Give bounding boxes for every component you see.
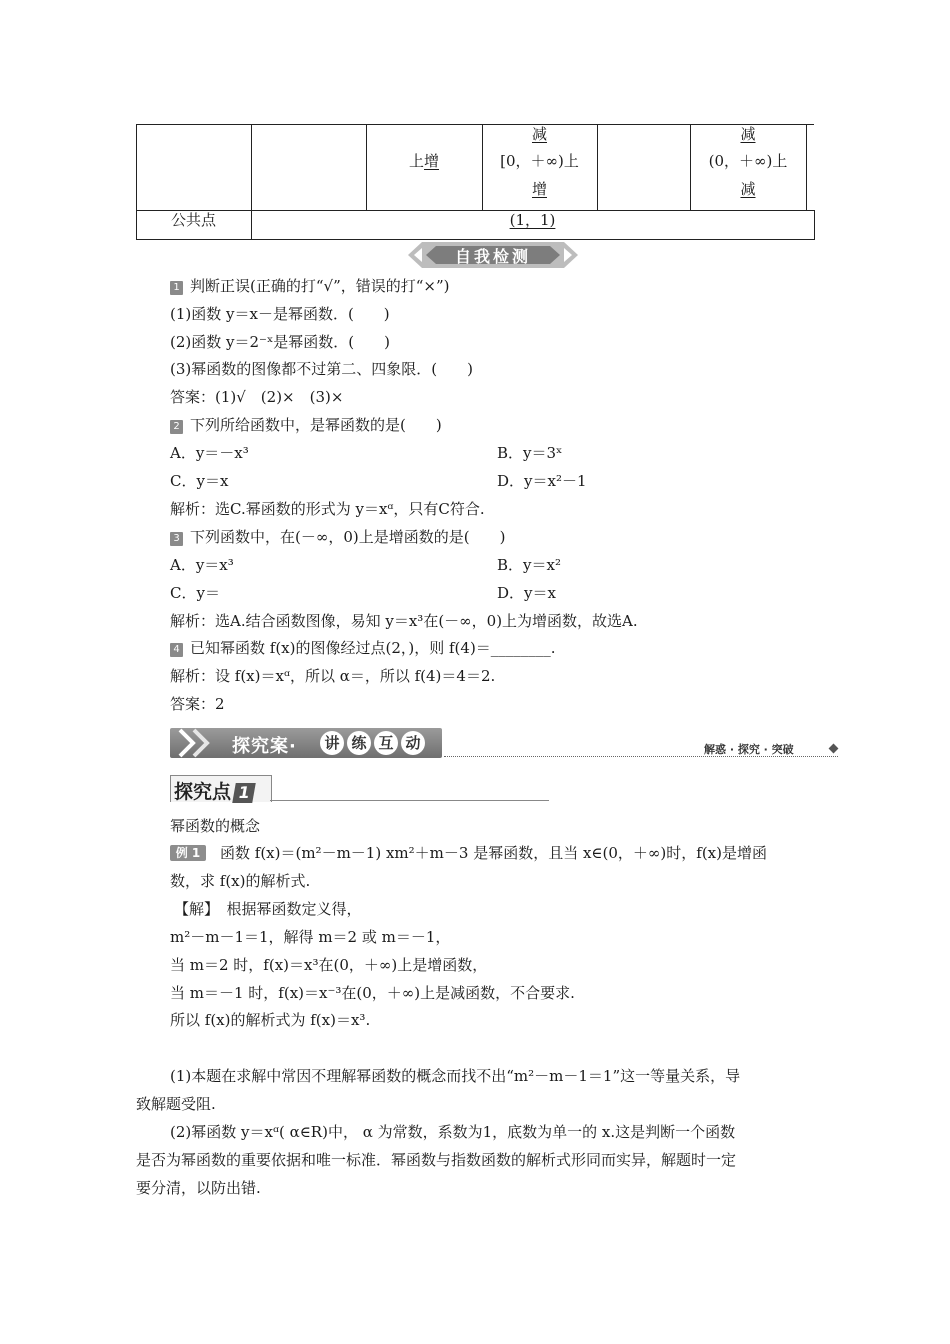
explore-title: 探究案·	[232, 736, 297, 757]
cell-col6-mid: (0，＋∞)上	[708, 152, 788, 170]
q2-number-badge: 2	[170, 420, 183, 434]
solution-head: 【解】 根据幂函数定义得，	[174, 900, 362, 918]
cell-col4-top: 减	[531, 125, 547, 143]
q3-option-b: B．y＝x²	[497, 556, 561, 574]
diamond-icon	[829, 744, 839, 754]
explore-point-title: 探究点 1	[174, 777, 254, 804]
q1-stem: 1 判断正误(正确的打“√”，错误的打“×”)	[170, 276, 450, 296]
note2-line-3: 要分清，以防出错.	[136, 1179, 261, 1197]
q2-stem: 2 下列所给函数中，是幂函数的是( )	[170, 415, 442, 435]
q3-option-c: C．y＝	[170, 584, 220, 602]
common-point-label: 公共点	[170, 211, 216, 229]
pill-char: 讲	[320, 731, 344, 755]
note1-line-2: 致解题受阻.	[136, 1095, 216, 1113]
solution-line-1: m²－m－1＝1，解得 m＝2 或 m＝－1，	[170, 928, 451, 946]
pill-char: 互	[374, 731, 398, 755]
cell-col4-mid: [0，＋∞)上	[500, 152, 579, 170]
q3-option-a: A．y＝x³	[170, 556, 234, 574]
solution-line-3: 当 m＝－1 时，f(x)＝x⁻³在(0，＋∞)上是减函数，不合要求.	[170, 984, 575, 1002]
cell-col6-top: 减	[740, 125, 756, 143]
q2-option-b: B．y＝3ˣ	[497, 444, 563, 462]
table-vline	[814, 210, 815, 240]
q3-number-badge: 3	[170, 532, 183, 546]
example-line-1: 例 1 函数 f(x)＝(m²－m－1) xm²＋m－3 是幂函数，且当 x∈(0，＋∞)时，f(x)是增函	[170, 843, 767, 863]
q4-analysis: 解析：设 f(x)＝xᵅ，所以 α＝，所以 f(4)＝4＝2.	[170, 667, 496, 685]
q1-item-3: (3)幂函数的图像都不过第二、四象限．( )	[170, 360, 473, 378]
note2-line-1: (2)幂函数 y＝xᵅ( α∈R)中， α 为常数，系数为1，底数为单一的 x.这是判断一个函数	[170, 1123, 736, 1141]
topic-title: 幂函数的概念	[170, 817, 261, 835]
self-test-title: 自我检测	[454, 247, 531, 266]
table-vline	[597, 124, 598, 210]
explore-point-number: 1	[232, 783, 256, 803]
q2-option-d: D．y＝x²－1	[497, 472, 587, 490]
q3-stem: 3 下列函数中，在(－∞，0)上是增函数的是( )	[170, 527, 505, 547]
cell-col4-bot: 增	[531, 180, 547, 198]
pill-char: 动	[401, 731, 425, 755]
q1-item-2: (2)函数 y＝2⁻ˣ是幂函数．( )	[170, 333, 391, 351]
q3-analysis: 解析：选A.结合函数图像，易知 y＝x³在(－∞，0)上为增函数，故选A.	[170, 612, 638, 630]
q2-option-a: A．y＝－x³	[170, 444, 249, 462]
solution-line-4: 所以 f(x)的解析式为 f(x)＝x³.	[170, 1011, 371, 1029]
solution-line-2: 当 m＝2 时，f(x)＝x³在(0，＋∞)上是增函数，	[170, 956, 488, 974]
example-line-2: 数，求 f(x)的解析式.	[170, 872, 311, 890]
q2-analysis: 解析：选C.幂函数的形式为 y＝xᵅ，只有C符合.	[170, 500, 485, 518]
q3-option-d: D．y＝x	[497, 584, 556, 602]
chevron-icon	[176, 728, 222, 758]
note1-line-1: (1)本题在求解中常因不理解幂函数的概念而找不出“m²－m－1＝1”这一等量关系，导	[170, 1067, 741, 1085]
table-vline	[806, 124, 807, 210]
cell-col6-bot: 减	[740, 180, 756, 198]
q4-answer: 答案：2	[170, 695, 225, 713]
q1-number-badge: 1	[170, 281, 183, 295]
explore-point-underline	[270, 800, 549, 801]
cell-col3-text: 上增	[408, 152, 440, 170]
q2-option-c: C．y＝x	[170, 472, 229, 490]
common-point-value: (1，1)	[509, 211, 556, 229]
q4-number-badge: 4	[170, 643, 183, 657]
example-badge: 例 1	[170, 845, 206, 861]
q1-item-1: (1)函数 y＝x－是幂函数．( )	[170, 305, 390, 323]
explore-subtitle	[320, 731, 428, 755]
pill-char: 练	[347, 731, 371, 755]
explore-right-text: 解惑 · 探究 · 突破	[704, 743, 794, 756]
q4-stem: 4 已知幂函数 f(x)的图像经过点(2，)，则 f(4)＝________.	[170, 638, 556, 658]
q1-answer: 答案：(1)√ (2)× (3)×	[170, 388, 344, 406]
note2-line-2: 是否为幂函数的重要依据和唯一标准．幂函数与指数函数的解析式形同而实异，解题时一定	[136, 1151, 737, 1169]
